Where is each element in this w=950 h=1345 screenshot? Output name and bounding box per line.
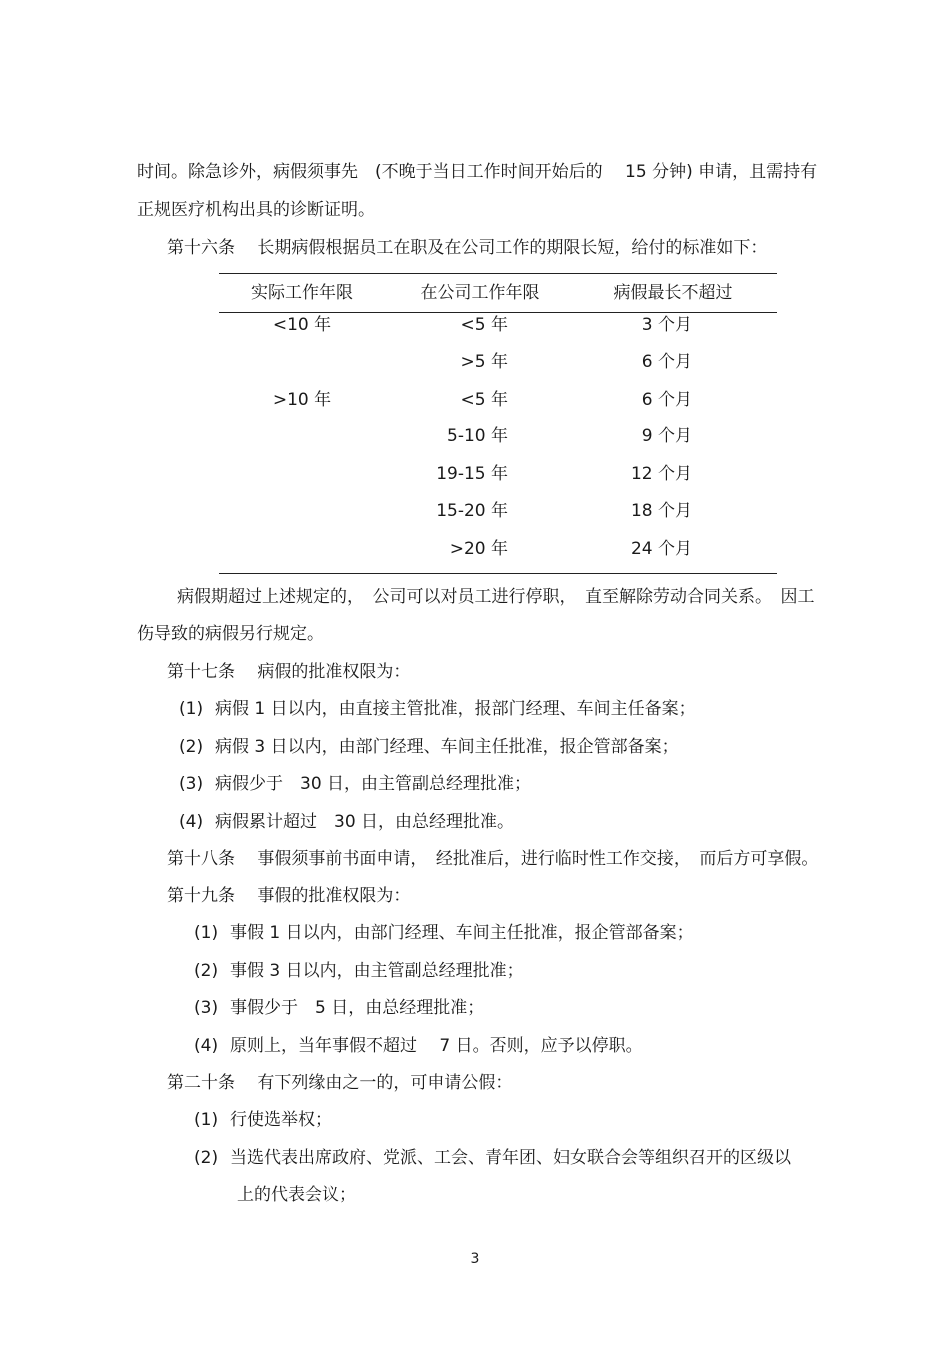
paragraph-line: 时间。除急诊外，病假须事先 (不晚于当日工作时间开始后的 15 分钟) 申请，且需持有 [137, 162, 818, 182]
table-header-rule [219, 312, 777, 313]
table-cell: 12 个月 [630, 464, 692, 484]
table-cell: <5 年 [460, 315, 508, 335]
table-cell: <10 年 [272, 315, 332, 335]
table-cell: 9 个月 [641, 426, 692, 446]
list-text: 病假累计超过 30 日，由总经理批准。 [215, 812, 515, 832]
paragraph-line: 病假期超过上述规定的， 公司可以对员工进行停职， 直至解除劳动合同关系。 因工 [177, 587, 815, 607]
table-cell: >20 年 [449, 539, 508, 559]
list-number: (2) [194, 961, 219, 981]
table-header-actual-years: 实际工作年限 [251, 283, 353, 303]
table-cell: 19-15 年 [436, 464, 508, 484]
list-number: (3) [179, 774, 204, 794]
table-bottom-rule [219, 573, 777, 574]
table-cell: 15-20 年 [436, 501, 508, 521]
list-number: (1) [194, 923, 219, 943]
list-text: 病假 1 日以内，由直接主管批准，报部门经理、车间主任备案； [215, 699, 696, 719]
table-header-max-leave: 病假最长不超过 [613, 283, 733, 303]
list-number: (2) [179, 737, 204, 757]
list-item [194, 1109, 332, 1131]
table-cell: 3 个月 [641, 315, 692, 335]
list-text: 当选代表出席政府、党派、工会、青年团、妇女联合会等组织召开的区级以 [230, 1148, 791, 1168]
list-text-continuation: 上的代表会议； [237, 1185, 356, 1205]
list-text: 行使选举权； [230, 1110, 332, 1130]
table-header-company-years: 在公司工作年限 [420, 283, 540, 303]
list-number: (4) [194, 1036, 219, 1056]
article-16-text: 第十六条 长期病假根据员工在职及在公司工作的期限长短，给付的标准如下： [167, 238, 768, 258]
list-text: 事假 1 日以内，由部门经理、车间主任批准，报企管部备案； [230, 923, 694, 943]
list-item [194, 960, 524, 982]
table-cell: >10 年 [272, 390, 332, 410]
page-number: 3 [470, 1251, 480, 1267]
list-text: 原则上，当年事假不超过 7 日。否则，应予以停职。 [230, 1036, 643, 1056]
table-cell: 6 个月 [641, 390, 692, 410]
list-text: 事假 3 日以内，由主管副总经理批准； [230, 961, 524, 981]
article-20-title: 第二十条 有下列缘由之一的，可申请公假： [167, 1073, 513, 1093]
table-cell: 24 个月 [630, 539, 692, 559]
list-item [179, 773, 531, 795]
paragraph-line: 正规医疗机构出具的诊断证明。 [137, 200, 375, 220]
article-17-title: 第十七条 病假的批准权限为： [167, 662, 411, 682]
list-item [194, 997, 484, 1019]
paragraph-line: 伤导致的病假另行规定。 [137, 624, 324, 644]
list-number: (1) [194, 1110, 219, 1130]
list-number: (2) [194, 1148, 219, 1168]
table-cell: 18 个月 [630, 501, 692, 521]
list-item [179, 698, 696, 720]
table-cell: <5 年 [460, 390, 508, 410]
article-18-text: 第十八条 事假须事前书面申请， 经批准后，进行临时性工作交接， 而后方可享假。 [167, 849, 819, 869]
list-number: (4) [179, 812, 204, 832]
list-item [179, 736, 679, 758]
article-19-title: 第十九条 事假的批准权限为： [167, 886, 411, 906]
list-item [194, 1147, 791, 1169]
table-cell: >5 年 [460, 352, 508, 372]
list-text: 事假少于 5 日，由总经理批准； [230, 998, 485, 1018]
table-top-rule [219, 273, 777, 274]
table-cell: 5-10 年 [447, 426, 508, 446]
list-item [179, 811, 514, 833]
list-number: (1) [179, 699, 204, 719]
list-number: (3) [194, 998, 219, 1018]
table-cell: 6 个月 [641, 352, 692, 372]
list-text: 病假 3 日以内，由部门经理、车间主任批准，报企管部备案； [215, 737, 679, 757]
list-text: 病假少于 30 日，由主管副总经理批准； [215, 774, 532, 794]
list-item [194, 922, 694, 944]
list-item [194, 1035, 643, 1057]
